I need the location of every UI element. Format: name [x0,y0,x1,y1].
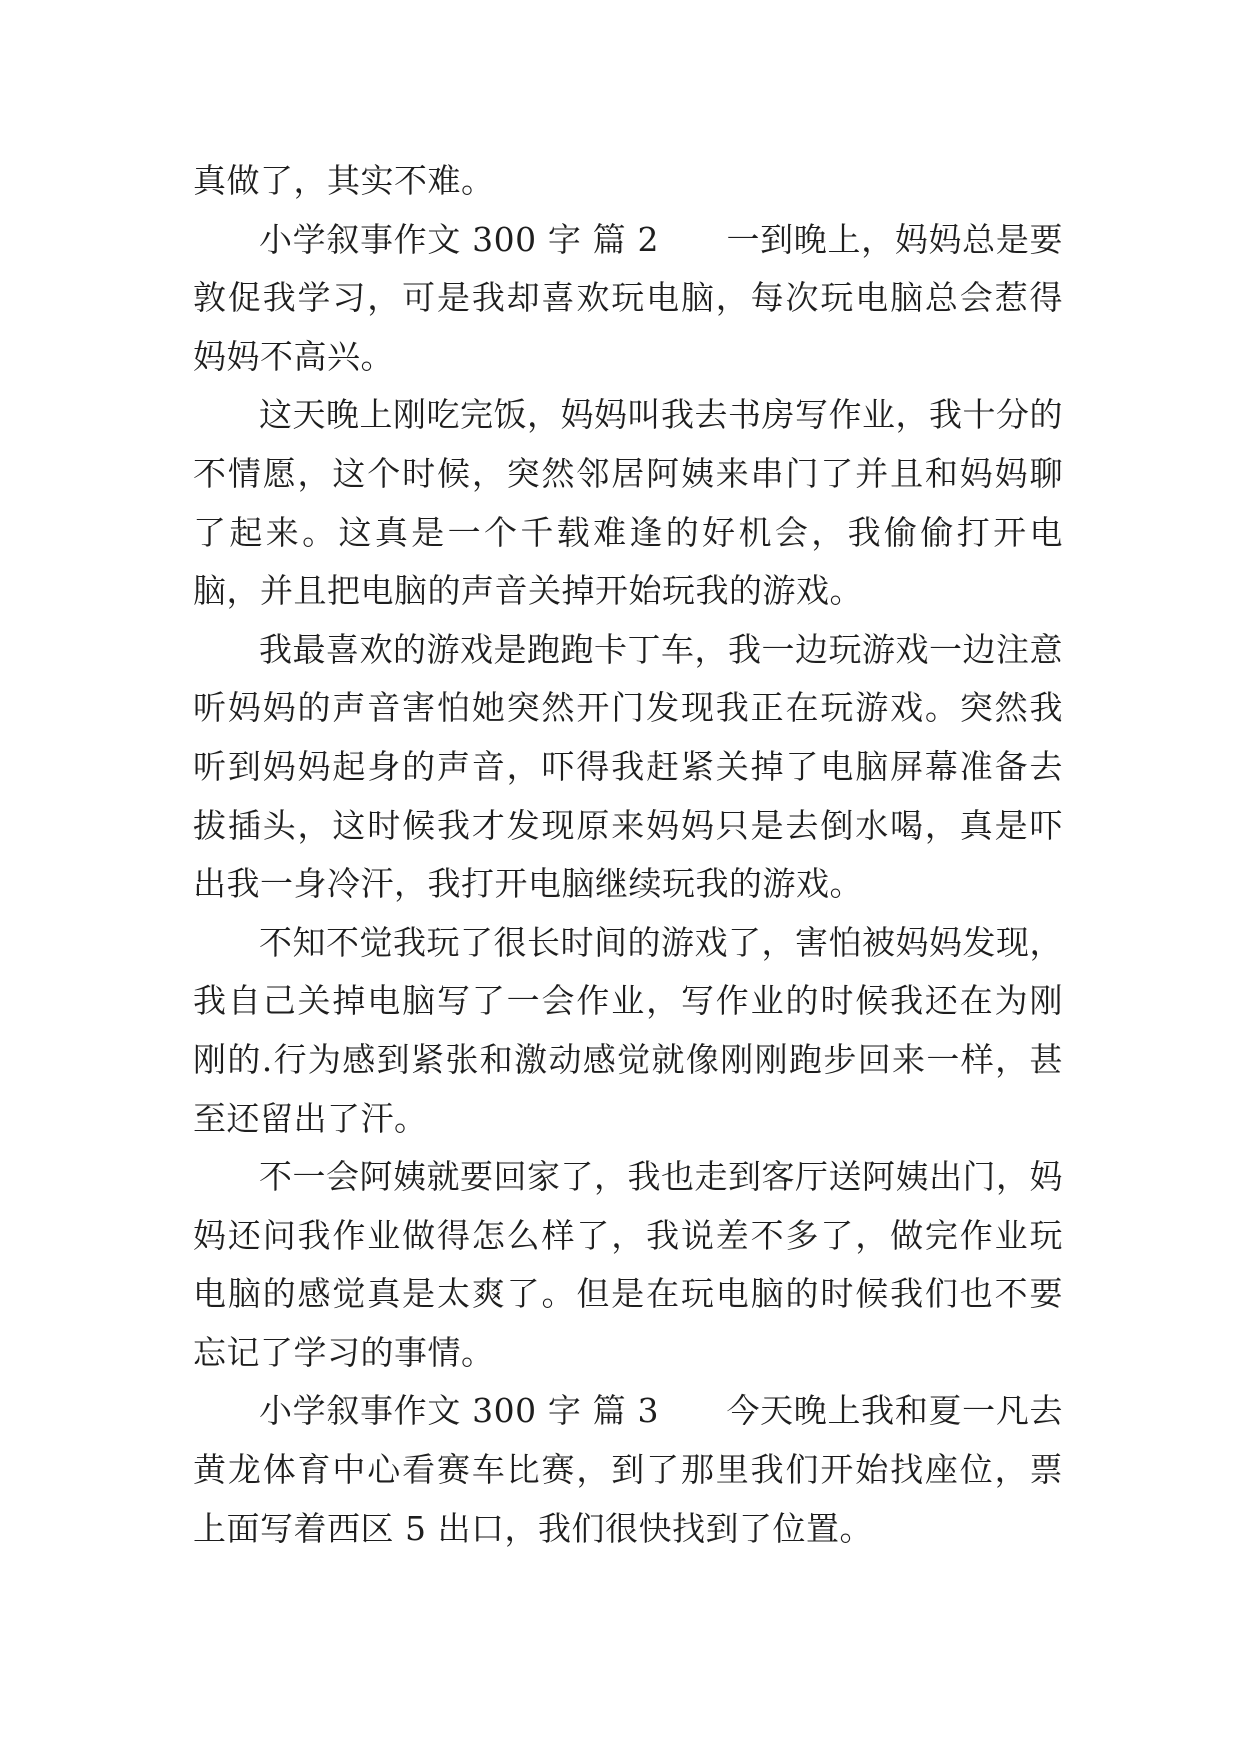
paragraph-continuation: 真做了，其实不难。 [193,161,495,200]
paragraph: 不知不觉我玩了很长时间的游戏了，害怕被妈妈发现，我自己关掉电脑写了一会作业，写作业的时候我还在为刚刚的.行为感到紧张和激动感觉就像刚刚跑步回来一样，甚至还留出了汗。 [193,922,1063,1138]
paragraph: 不一会阿姨就要回家了，我也走到客厅送阿姨出门，妈妈还问我作业做得怎么样了，我说差不多了，做完作业玩电脑的感觉真是太爽了。但是在玩电脑的时候我们也不要忘记了学习的事情。 [193,1157,1063,1372]
paragraph: 这天晚上刚吃完饭，妈妈叫我去书房写作业，我十分的不情愿，这个时候，突然邻居阿姨来串门了并且和妈妈聊了起来。这真是一个千载难逢的好机会，我偷偷打开电脑，并且把电脑的声音关掉开始玩我的游戏。 [193,395,1063,611]
essay-body [193,152,1063,1558]
paragraph-essay-2-start: 小学叙事作文 300 字 篇 2 一到晚上，妈妈总是要敦促我学习，可是我却喜欢玩电脑，每次玩电脑总会惹得妈妈不高兴。 [193,219,1063,376]
paragraph: 我最喜欢的游戏是跑跑卡丁车，我一边玩游戏一边注意听妈妈的声音害怕她突然开门发现我正在玩游戏。突然我听到妈妈起身的声音，吓得我赶紧关掉了电脑屏幕准备去拔插头，这时候我才发现原来妈妈只是去倒水喝，真是吓出我一身冷汗，我打开电脑继续玩我的游戏。 [193,629,1063,904]
paragraph-essay-3-start: 小学叙事作文 300 字 篇 3 今天晚上我和夏一凡去黄龙体育中心看赛车比赛，到了那里我们开始找座位，票上面写着西区 5 出口，我们很快找到了位置。 [193,1391,1063,1548]
